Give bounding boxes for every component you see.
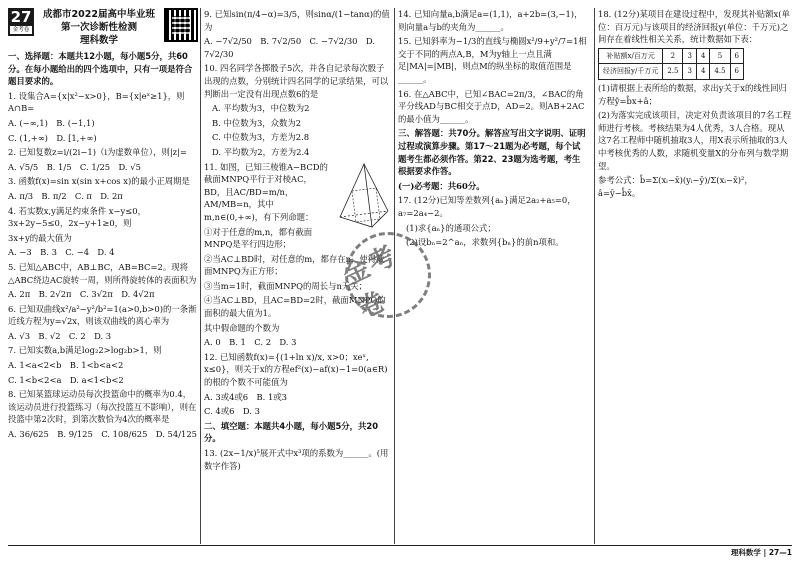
question: 1. 设集合A={x|x²−x>0}，B={x|eˣ≥1}，则A∩B=	[8, 90, 185, 114]
section-heading: 一、选择题：本题共12小题，每小题5分，共60分。在每小题给出的四个选项中，只有一项是符合题目要求的。	[8, 51, 193, 87]
table-cell: 5	[710, 48, 730, 64]
table-cell: 6	[730, 64, 743, 80]
statement: ④当AC⊥BD，且AC=BD=2时，截面MNPQ的面积的最大值为1。	[204, 295, 386, 319]
question: 6. 已知双曲线x²/a²−y²/b²=1(a>0,b>0)的一条渐近线方程为y=√2x，则该双曲线的离心率为	[8, 303, 197, 327]
question: 14. 已知向量a,b满足a=(1,1)，a+2b=(3,−1)，则向量a与b的夹角为______。	[398, 9, 583, 32]
table-row	[599, 48, 744, 64]
question: 7. 已知实数a,b满足log₂2>log₂b>1，则	[8, 345, 162, 356]
column-4	[598, 8, 792, 201]
title-line: 第一次诊断性检测	[60, 22, 137, 33]
question: 15. 已知斜率为−1/3的直线与椭圆x²/9+y²/7=1相交于不同的两点A,B，M为y轴上一点且满足|MA|=|MB|，则点M的纵坐标的取值范围是______。	[398, 36, 587, 84]
options: C. (1,+∞) D. [1,+∞)	[8, 132, 97, 143]
options: A. (−∞,1) B. (−1,1)	[8, 117, 95, 128]
options: A. 3或4或6 B. 1或3	[204, 391, 287, 402]
options: A. −7√2/50 B. 7√2/50 C. −7√2/30 D. 7√2/30	[204, 36, 375, 59]
option: A. 平均数为3，中位数为2	[212, 103, 310, 114]
option: C. 中位数为3，方差为2.8	[212, 132, 310, 143]
table-cell: 3	[683, 48, 696, 64]
sub-question: (1)请根据上表所给的数据，求出y关于x的线性回归方程ŷ=b̂x+â；	[598, 82, 787, 106]
footer-page-label: 理科数学 | 27—1	[730, 548, 792, 557]
options: C. 4或6 D. 3	[204, 406, 260, 417]
options: A. √3 B. √2 C. 2 D. 3	[8, 330, 112, 341]
subsection-heading: (一)必考题：共60分。	[398, 180, 485, 191]
column-divider	[200, 8, 201, 544]
column-divider	[594, 8, 595, 544]
question: 4. 若实数x,y满足约束条件 x−y≤0，3x+2y−5≤0，2x−y+1≥0，则	[8, 205, 146, 229]
question: 10. 四名同学各掷骰子5次，并各自记录每次骰子出现的点数，分别统计四名同学的记录结果，可以判断出一定没有出现点数6的是	[204, 63, 389, 99]
section-heading: 三、解答题：共70分。解答应写出文字说明、证明过程或演算步骤。第17～21题为必考题，每个试题考生都必须作答。第22、23题为选考题，考生根据要求作答。	[398, 128, 586, 177]
options: A. 2π B. 2√2π C. 3√2π D. 4√2π	[8, 289, 155, 300]
question: 16. 在△ABC中，已知∠BAC=2π/3，∠BAC的角平分线AD与BC相交于点D，AD=2。则AB+2AC的最小值为______。	[398, 88, 585, 124]
statement: ③当m=1时，截面MNPQ的周长与n无关；	[204, 280, 367, 291]
options: C. 1<b<2<a D. a<1<b<2	[8, 374, 124, 385]
table-cell: 3	[683, 64, 696, 80]
question: 3. 函数f(x)=sin x(sin x+cos x)的最小正周期是	[8, 176, 190, 187]
option: B. 中位数为3，众数为2	[212, 117, 302, 128]
footer-subject: 理科数学	[730, 548, 761, 557]
table-cell: 6	[730, 48, 743, 64]
badge-text: 金考卷	[10, 26, 32, 34]
question-cont: 3x+y的最大值为	[8, 232, 72, 243]
options: A. −3 B. 3 C. −4 D. 4	[8, 247, 115, 258]
paper-badge	[8, 8, 34, 36]
table-cell: 4	[696, 64, 709, 80]
tetrahedron-figure	[336, 161, 392, 231]
data-table	[598, 48, 744, 80]
options: A. 1<a<2<b B. 1<b<a<2	[8, 360, 124, 371]
table-cell: 补贴额x/百万元	[599, 48, 663, 64]
table-row	[599, 64, 744, 80]
sub-question: (2)设bₙ=2^aₙ，求数列{bₙ}的前n项和。	[406, 237, 564, 248]
column-1	[8, 8, 198, 443]
question: 5. 已知△ABC中，AB⊥BC，AB=BC=2。现将△ABC绕边AC旋转一周，则所得旋转体的表面积为	[8, 261, 197, 285]
options: A. √5/5 B. 1/5 C. 1/25 D. √5	[8, 161, 141, 172]
options: A. 0 B. 1 C. 2 D. 3	[204, 337, 297, 348]
footer-page-number: 27—1	[768, 548, 792, 557]
options: A. 36/625 B. 9/125 C. 108/625 D. 54/125	[8, 429, 198, 440]
exam-title	[40, 8, 158, 47]
question: 8. 已知某篮球运动员每次投篮命中的概率为0.4，该运动员进行投篮练习（每次投篮互不影响），则在投篮中第2次时，到第次数恰为4次的概率是	[8, 389, 197, 425]
question: 11. 如图，已知三棱锥A−BCD的截面MNPQ平行于对棱AC，BD，且AC/BD=m/n，AM/MB=n，其中m,n∈(0,+∞)，有下列命题：	[204, 161, 328, 222]
sub-question: (2)为落实完成该项目，决定对负责该项目的7名工程师进行考核。考核结果为4人优秀，3人合格。现从这7名工程师中随机抽取3人，用X表示所抽取的3人中考核优秀的人数，求随机变量X的分布列与数学期望。	[598, 110, 792, 171]
table-cell: 4.5	[710, 64, 730, 80]
options: A. π/3 B. π/2 C. π D. 2π	[8, 190, 123, 201]
question: 9. 已知sin(π/4−α)=3/5，则sinα/(1−tanα)的值为	[204, 9, 390, 32]
question: 12. 已知函数f(x)={(1+ln x)/x, x>0；xeˣ, x≤0}，则关于x的方程ef²(x)−af(x)−1=0(a∈R)的根的个数不可能值为	[204, 351, 388, 388]
reference-formula: 参考公式：b̂=Σ(xᵢ−x̄)(yᵢ−ȳ)/Σ(xᵢ−x̄)²，â=ȳ−b̂x̄。	[598, 175, 753, 198]
question: 17. (12分)已知等差数列{aₙ}满足2a₂+a₅=0，a₇=2a₄−2。	[398, 195, 576, 218]
footer	[8, 545, 792, 560]
statement: ①对于任意的m,n，都有截面MNPQ是平行四边形；	[204, 226, 313, 250]
question: 18. (12分)某项目在建设过程中，发现其补贴额x(单位：百万元)与该项目的经济回报y(单位：千万元)之间存在着线性相关关系，统计数据如下表：	[598, 9, 790, 45]
header	[8, 8, 198, 47]
title-line: 理科数学	[79, 35, 118, 46]
table-cell: 2	[663, 48, 683, 64]
sub-question: (1)求{aₙ}的通项公式；	[406, 222, 496, 233]
table-cell: 经济回报y/千万元	[599, 64, 663, 80]
section-heading: 二、填空题：本题共4小题，每小题5分，共20分。	[204, 420, 379, 444]
statement: ②当AC⊥BD时，对任意的m，都存在n，使得截面MNPQ为正方形；	[204, 253, 385, 277]
title-line: 成都市2022届高中毕业班	[43, 9, 155, 20]
question: 2. 已知复数z=i/(2i−1)（i为虚数单位），则|z|=	[8, 147, 187, 158]
option: D. 平均数为2，方差为2.4	[212, 146, 310, 157]
question: 13. (2x−1/x)⁵展开式中x³项的系数为______。(用数字作答)	[204, 448, 389, 471]
watermark-stamp: 金考卷	[331, 218, 445, 332]
table-cell: 2.5	[663, 64, 683, 80]
qr-code-icon	[164, 8, 198, 42]
badge-number: 27	[10, 8, 32, 26]
table-cell: 4	[696, 48, 709, 64]
question-cont: 其中假命题的个数为	[204, 322, 280, 333]
column-3	[398, 8, 588, 251]
